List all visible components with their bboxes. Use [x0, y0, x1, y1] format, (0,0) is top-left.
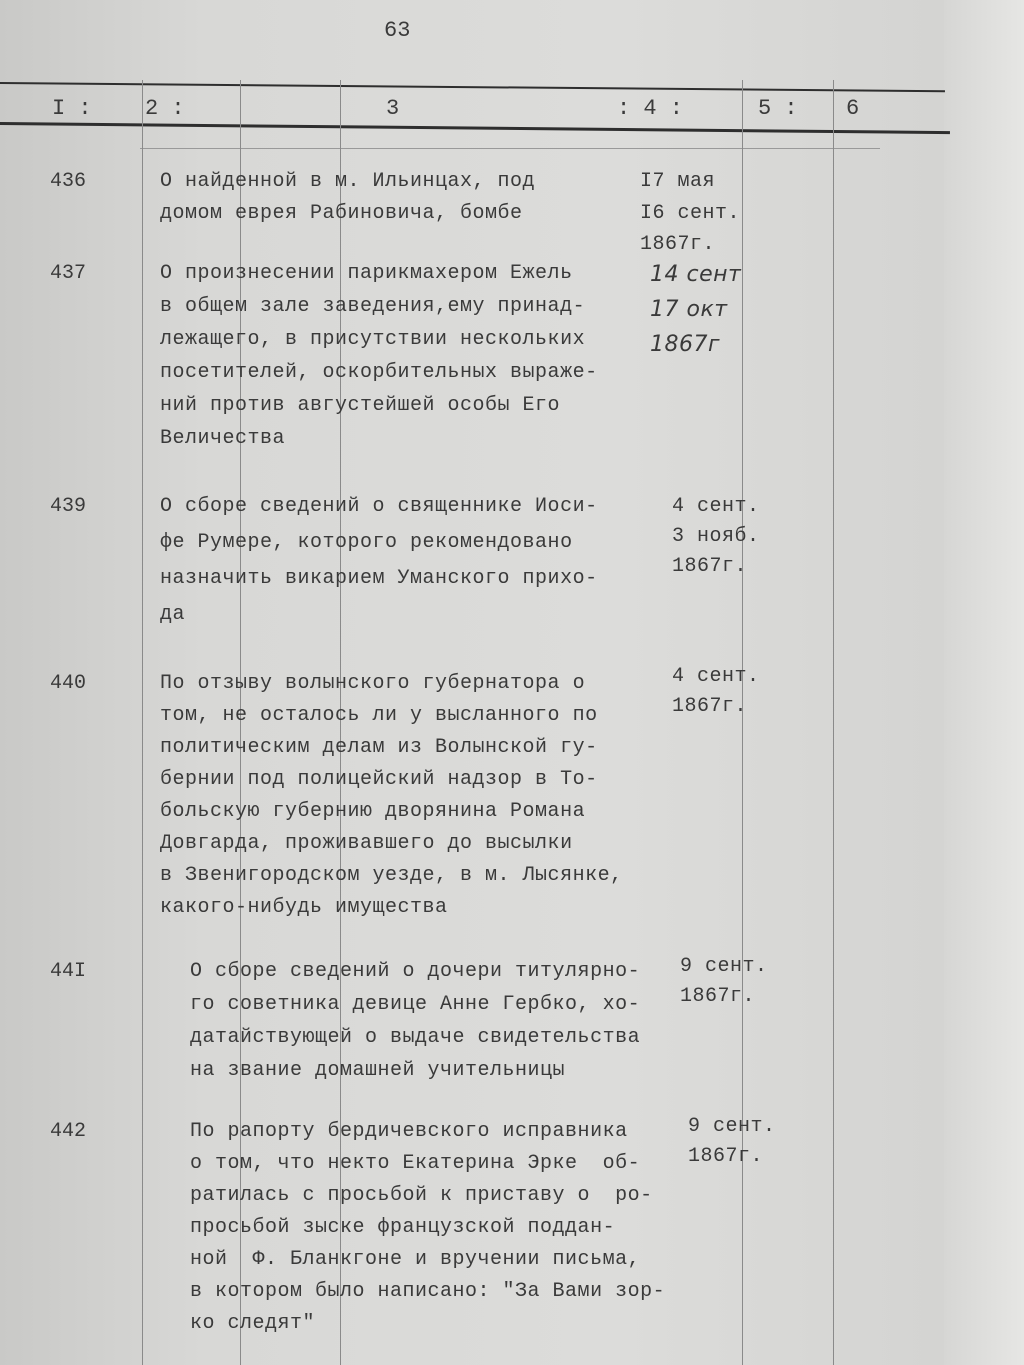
column-divider	[742, 80, 743, 1365]
entry-text-line: го советника девице Анне Гербко, хо-	[190, 993, 641, 1016]
column-header-2: 2 :	[145, 96, 185, 121]
entry-date: 1867г.	[672, 695, 748, 718]
column-header-1: I :	[52, 96, 92, 121]
entry-date: 1867г.	[640, 233, 716, 256]
entry-number: 442	[50, 1120, 87, 1143]
entry-text-line: По рапорту бердичевского исправника	[190, 1120, 628, 1143]
entry-text-line: просьбой зыске французской поддан-	[190, 1216, 616, 1239]
entry-number: 436	[50, 170, 87, 193]
entry-text-line: том, не осталось ли у высланного по	[160, 704, 598, 727]
entry-text-line: О найденной в м. Ильинцах, под	[160, 170, 536, 193]
entry-text-line: фе Румере, которого рекомендовано	[160, 531, 573, 554]
column-header-4: : 4 :	[617, 96, 684, 121]
entry-number: 44I	[50, 960, 87, 983]
entry-number: 437	[50, 262, 87, 285]
column-header-3: 3	[386, 96, 400, 121]
entry-text-line: домом еврея Рабиновича, бомбе	[160, 202, 523, 225]
entry-text-line: посетителей, оскорбительных выраже-	[160, 361, 598, 384]
entry-number: 439	[50, 495, 87, 518]
entry-text-line: больскую губернию дворянина Романа	[160, 800, 586, 823]
entry-text-line: ратилась с просьбой к приставу о ро-	[190, 1184, 653, 1207]
column-divider	[833, 80, 834, 1365]
entry-date: 9 сент.	[688, 1115, 776, 1138]
entry-text-line: бернии под полицейский надзор в То-	[160, 768, 598, 791]
entry-date: 1867г	[650, 332, 721, 357]
column-header-5: 5 :	[758, 96, 798, 121]
entry-text-line: о том, что некто Екатерина Эрке об-	[190, 1152, 641, 1175]
page-edge	[944, 0, 1024, 1365]
entry-text-line: ко следят"	[190, 1312, 316, 1335]
entry-date: 17 окт	[650, 297, 728, 322]
entry-date: I7 мая	[640, 170, 716, 193]
entry-text-line: лежащего, в присутствии нескольких	[160, 328, 586, 351]
entry-date: 1867г.	[672, 555, 748, 578]
entry-text-line: Довгарда, проживавшего до высылки	[160, 832, 573, 855]
entry-date: 4 сент.	[672, 495, 760, 518]
entry-date: 1867г.	[680, 985, 756, 1008]
entry-text-line: ной Ф. Бланкгоне и вручении письма,	[190, 1248, 641, 1271]
entry-text-line: в Звенигородском уезде, в м. Лысянке,	[160, 864, 623, 887]
header-thin-rule	[140, 148, 880, 149]
entry-date: 9 сент.	[680, 955, 768, 978]
entry-text-line: в котором было написано: "За Вами зор-	[190, 1280, 666, 1303]
entry-date: 1867г.	[688, 1145, 764, 1168]
entry-text-line: какого-нибудь имущества	[160, 896, 448, 919]
entry-text-line: датайствующей о выдаче свидетельства	[190, 1026, 641, 1049]
page-number: 63	[384, 18, 411, 43]
entry-text-line: О сборе сведений о священнике Иоси-	[160, 495, 598, 518]
entry-text-line: О произнесении парикмахером Ежель	[160, 262, 573, 285]
entry-text-line: ний против августейшей особы Его	[160, 394, 561, 417]
entry-text-line: По отзыву волынского губернатора о	[160, 672, 586, 695]
entry-number: 440	[50, 672, 87, 695]
entry-date: 4 сент.	[672, 665, 760, 688]
entry-text-line: да	[160, 603, 186, 626]
column-divider	[142, 80, 143, 1365]
column-header-6: 6	[846, 96, 860, 121]
entry-text-line: О сборе сведений о дочери титулярно-	[190, 960, 641, 983]
entry-text-line: в общем зале заведения,ему принад-	[160, 295, 586, 318]
entry-text-line: назначить викарием Уманского прихо-	[160, 567, 598, 590]
entry-date: 3 нояб.	[672, 525, 760, 548]
entry-text-line: политическим делам из Волынской гу-	[160, 736, 598, 759]
entry-text-line: на звание домашней учительницы	[190, 1059, 566, 1082]
entry-date: I6 сент.	[640, 202, 741, 225]
entry-text-line: Величества	[160, 427, 286, 450]
entry-date: 14 сент	[650, 262, 742, 287]
